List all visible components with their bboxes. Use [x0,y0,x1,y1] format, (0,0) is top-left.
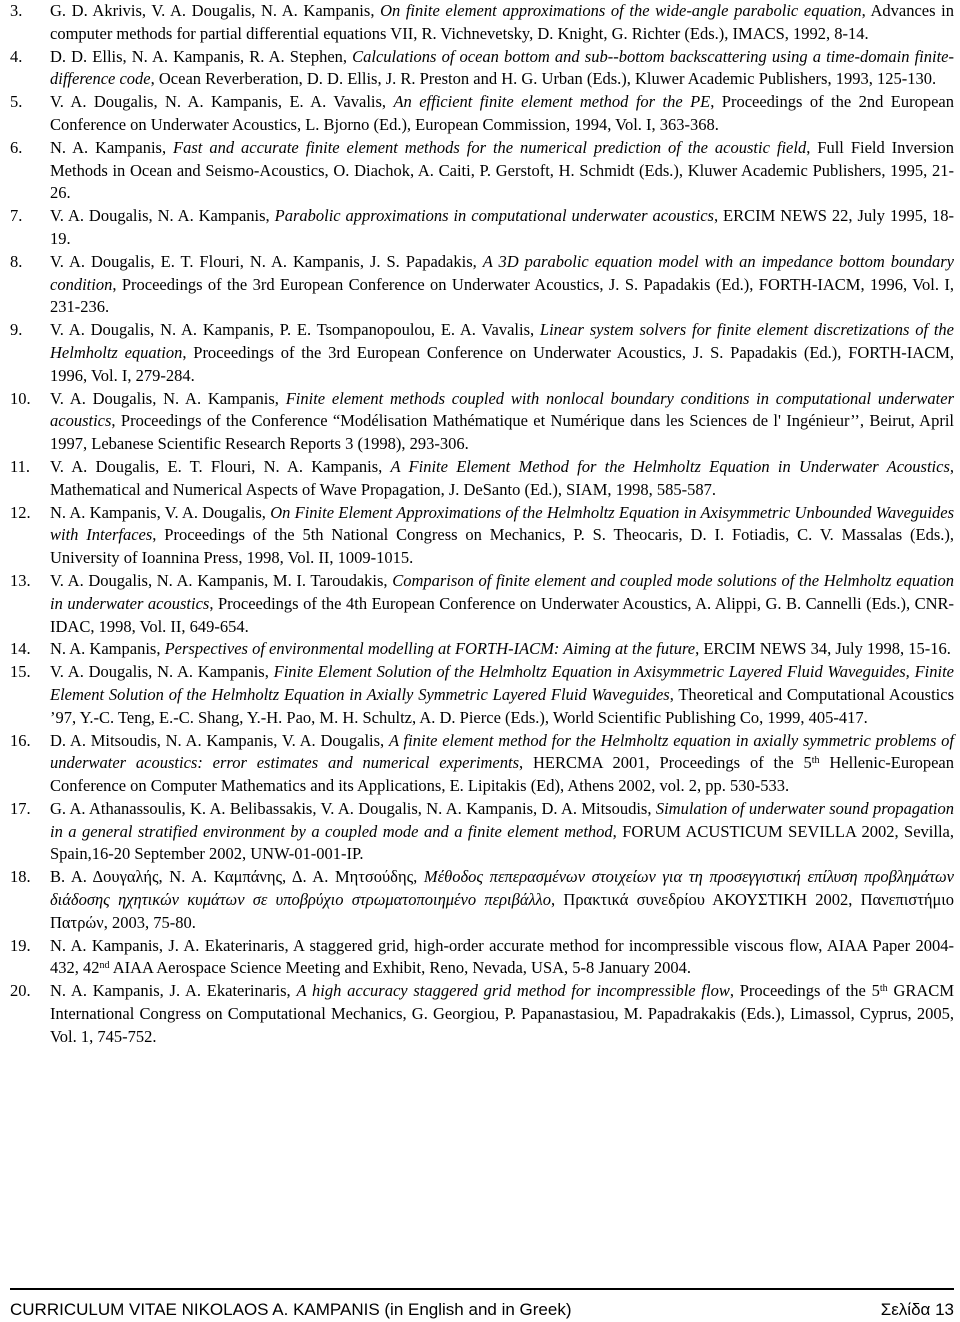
reference-title: A Finite Element Method for the Helmholtz Equation in Underwater Acoustics [390,456,950,476]
reference-item-7 [10,205,954,251]
reference-title: On finite element approximations of the wide-angle parabolic equation [380,1,862,20]
reference-item-16 [10,730,954,798]
reference-authors: V. A. Dougalis, E. T. Flouri, N. A. Kampanis, J. S. Papadakis, [50,251,483,271]
reference-number: 15. [10,662,31,682]
reference-authors: D. A. Mitsoudis, N. A. Kampanis, V. A. Dougalis, [50,730,389,750]
reference-item-10 [10,388,954,456]
reference-number: 8. [10,251,23,271]
reference-number: 13. [10,570,31,590]
reference-source-cont: Hellenic-European Conference on Computer Mathematics and its Applications, E. Lipitakis (Ed), Athens 2002, vol. 2, pp. 530-533. [50,753,955,796]
reference-item-8 [10,251,954,319]
reference-item-19 [10,935,954,981]
reference-authors: V. A. Dougalis, N. A. Kampanis, P. E. Tsompanopoulou, E. A. Vavalis, [50,320,540,340]
reference-authors: N. A. Kampanis, J. A. Ekaterinaris, [50,981,297,1001]
reference-number: 18. [10,867,31,887]
reference-item-5 [10,91,954,137]
reference-authors: N. A. Kampanis, [50,137,174,157]
reference-source: , Mathematical and Numerical Aspects of Wave Propagation, J. DeSanto (Ed.), SIAM, 1998, 585-587. [50,456,955,499]
reference-title: Parabolic approximations in computational underwater acoustics [274,206,714,226]
reference-number: 9. [10,320,23,340]
reference-source: , FORUM ACUSTICUM SEVILLA 2002, Sevilla, Spain,16-20 September 2002, UNW-01-001-IP. [50,821,954,864]
reference-source-cont: GRACM International Congress on Computational Mechanics, G. Georgiou, P. Papanastasiou, M. Papadrakakis (Eds.), Limassol, Cyprus, 2005, Vol. 1, 745-752. [50,981,954,1046]
reference-authors: G. D. Akrivis, V. A. Dougalis, N. A. Kampanis, [50,1,381,20]
reference-number: 6. [10,137,23,157]
reference-number: 19. [10,935,31,955]
reference-item-12 [10,502,954,570]
reference-source: , Ocean Reverberation, D. D. Ellis, J. R. Preston and H. G. Urban (Eds.), Kluwer Academic Publishers, 1993, 125-130. [150,69,937,89]
reference-list [10,0,954,1049]
reference-title: Comparison of finite element and coupled mode solutions of the Helmholtz equation in underwater acoustics [50,570,955,613]
reference-source: , Full Field Inversion Methods in Ocean and Seismo-Acoustics, O. Diachok, A. Caiti, P. Gerstoft, H. Schmidt (Eds.), Kluwer Academic Publishers, 1995, 21-26. [50,137,954,203]
reference-title: A 3D parabolic equation model with an impedance bottom boundary condition [50,251,954,294]
reference-number: 10. [10,388,31,408]
reference-number: 7. [10,206,23,226]
reference-source: , Advances in computer methods for partial differential equations VII, R. Vichnevetsky, D. Knight, G. Richter (Eds.), IMACS, 1992, 8-14. [50,1,954,43]
reference-source: , Theoretical and Computational Acoustics ’97, Y.-C. Teng, E.-C. Shang, Y.-H. Pao, M. H. Schultz, A. D. Pierce (Eds.), World Scientific Publishing Co, 1999, 405-417. [50,684,954,727]
reference-source: , Proceedings of the 3rd European Conference on Underwater Acoustics, J. S. Papadakis (Ed.), FORTH-IACM, 1996, Vol. I, 231-236. [50,274,954,317]
reference-number: 16. [10,730,31,750]
reference-authors: V. A. Dougalis, N. A. Kampanis, [50,388,286,408]
reference-authors: G. A. Athanassoulis, K. A. Belibassakis, V. A. Dougalis, N. A. Kampanis, D. A. Mitsoudis, [50,798,656,818]
reference-number: 17. [10,798,31,818]
superscript: nd [99,960,110,972]
reference-item-20 [10,980,954,1048]
reference-source: , ERCIM NEWS 22, July 1995, 18-19. [50,206,955,248]
reference-title: Μέθοδος πεπερασμένων στοιχείων για τη προσεγγιστική επίλυση προβλημάτων διάδοσης ηχητικών κυμάτων σε υποβρύχιο στρωματοποιημένο περιβάλλο [50,867,954,910]
reference-authors: Β. Α. Δουγαλής, Ν. Α. Καμπάνης, Δ. Α. Μητσούδης, [50,867,424,887]
reference-authors: N. A. Kampanis, [50,639,165,659]
reference-body: N. A. Kampanis, J. A. Ekaterinaris, A staggered grid, high-order accurate method for incompressible viscous flow, AIAA Paper 2004-432, 42 [50,935,954,978]
reference-authors: V. A. Dougalis, N. A. Kampanis, M. I. Taroudakis, [50,570,393,590]
page-footer [10,1298,954,1322]
superscript: th [879,983,888,995]
reference-source: , ERCIM NEWS 34, July 1998, 15-16. [695,639,951,659]
reference-source: , Proceedings of the 3rd European Conference on Underwater Acoustics, J. S. Papadakis (Ed.), FORTH-IACM, 1996, Vol. I, 279-284. [50,342,954,385]
reference-title: Finite element methods coupled with nonlocal boundary conditions in computational underwater acoustics [50,388,954,431]
footer-divider [10,1288,954,1290]
reference-source: , HERCMA 2001, Proceedings of the 5 [519,753,812,773]
reference-source: , Proceedings of the 2nd European Conference on Underwater Acoustics, L. Bjorno (Ed.), European Commission, 1994, Vol. I, 363-368. [50,92,954,134]
footer-title: CURRICULUM VITAE NIKOLAOS A. KAMPANIS (in English and in Greek) [10,1300,572,1319]
reference-item-9 [10,319,954,387]
reference-number: 11. [10,456,31,476]
reference-title: An efficient finite element method for the PE [393,92,711,112]
reference-number: 14. [10,639,31,659]
reference-item-17 [10,798,954,866]
reference-authors: V. A. Dougalis, N. A. Kampanis, [50,662,274,682]
reference-number: 3. [10,1,23,20]
reference-item-14 [10,638,954,661]
reference-number: 20. [10,981,31,1001]
reference-title: Fast and accurate finite element methods for the numerical prediction of the acoustic field [173,137,807,157]
reference-item-3 [10,0,954,46]
reference-authors: V. A. Dougalis, N. A. Kampanis, E. A. Vavalis, [50,92,394,112]
reference-source-cont: AIAA Aerospace Science Meeting and Exhibit, Reno, Nevada, USA, 5-8 January 2004. [109,958,691,978]
reference-authors: V. A. Dougalis, N. A. Kampanis, [50,206,275,226]
reference-source: , Proceedings of the Conference “Modélisation Mathématique et Numérique dans les Sciences de l' Ingénieur’’, Beirut, April 1997, Lebanese Scientific Research Reports 3 (1998), 293-306. [50,411,954,454]
reference-title: Perspectives of environmental modelling at FORTH-IACM: Aiming at the future [164,639,696,659]
reference-number: 4. [10,46,23,66]
reference-authors: D. D. Ellis, N. A. Kampanis, R. A. Stephen, [50,46,353,66]
reference-number: 12. [10,502,31,522]
reference-title: Linear system solvers for finite element discretizations of the Helmholtz equation [50,320,954,362]
reference-title: On Finite Element Approximations of the Helmholtz Equation in Axisymmetric Unbounded Waveguides with Interfaces [50,502,954,545]
reference-number: 5. [10,92,23,112]
reference-authors: N. A. Kampanis, V. A. Dougalis, [50,502,271,522]
reference-title: A high accuracy staggered grid method for incompressible flow [296,981,730,1001]
reference-authors: V. A. Dougalis, E. T. Flouri, N. A. Kampanis, [50,456,391,476]
reference-item-18 [10,866,954,934]
reference-source: , Πρακτικά συνεδρίου ΑΚΟΥΣΤΙΚΗ 2002, Πανεπιστήμιο Πατρών, 2003, 75-80. [50,890,955,932]
reference-item-15 [10,661,954,729]
reference-source: , Proceedings of the 4th European Conference on Underwater Acoustics, A. Alippi, G. B. Cannelli (Eds.), CNR-IDAC, 1998, Vol. II, 649-654. [50,593,954,636]
reference-source: , Proceedings of the 5 [729,981,880,1001]
reference-item-11 [10,456,954,502]
reference-item-13 [10,570,954,638]
reference-item-4 [10,46,954,92]
reference-title: Calculations of ocean bottom and sub--bottom backscattering using a time-domain finite-difference code [50,46,954,89]
reference-title: A finite element method for the Helmholtz equation in axially symmetric problems of underwater acoustics: error estimates and numerical experiments [50,730,954,773]
reference-title: Simulation of underwater sound propagation in a general stratified environment by a coupled mode and a finite element method [50,798,954,841]
reference-source: , Proceedings of the 5th National Congress on Mechanics, P. S. Theocaris, D. I. Fotiadis, C. V. Massalas (Eds.), University of Ioannina Press, 1998, Vol. II, 1009-1015. [50,525,954,568]
page-number: Σελίδα 13 [880,1300,954,1319]
reference-item-6 [10,137,954,205]
reference-title: Finite Element Solution of the Helmholtz Equation in Axisymmetric Layered Fluid Waveguides, Finite Element Solution of the Helmholtz Equation in Axially Symmetric Layered Fluid Waveguides [50,662,954,704]
superscript: th [811,755,820,767]
